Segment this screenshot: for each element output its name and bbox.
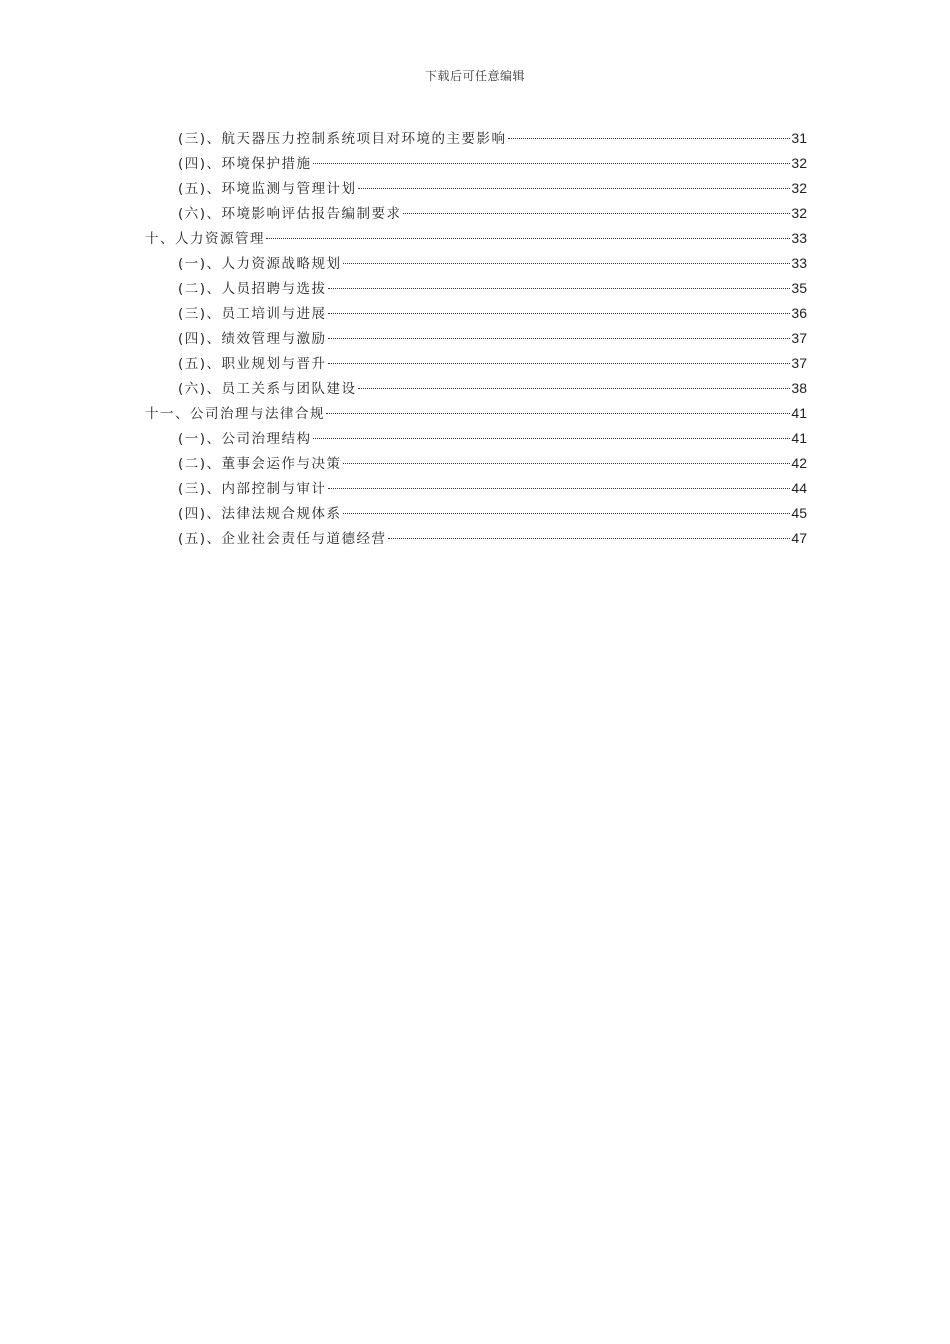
toc-entry-label: (三)、内部控制与审计 — [178, 481, 327, 497]
toc-entry[interactable] — [145, 201, 807, 226]
dot-leader — [266, 237, 790, 239]
dot-leader — [328, 337, 791, 339]
dot-leader — [358, 387, 791, 389]
toc-entry[interactable] — [145, 476, 807, 501]
toc-entry[interactable] — [145, 376, 807, 401]
dot-leader — [326, 412, 790, 414]
page-header: 下载后可任意编辑 — [424, 69, 525, 83]
dot-leader — [343, 262, 791, 264]
toc-entry-label: (五)、职业规划与晋升 — [178, 356, 327, 372]
toc-entry-page: 35 — [791, 280, 807, 296]
toc-entry[interactable] — [145, 276, 807, 301]
dot-leader — [313, 162, 791, 164]
toc-entry-label: 十一、公司治理与法律合规 — [145, 406, 325, 422]
dot-leader — [508, 137, 791, 139]
toc-entry[interactable] — [145, 151, 807, 176]
dot-leader — [328, 287, 791, 289]
dot-leader — [403, 212, 791, 214]
toc-entry-label: (三)、员工培训与进展 — [178, 306, 327, 322]
toc-entry-page: 37 — [791, 355, 807, 371]
toc-entry-page: 41 — [791, 405, 807, 421]
toc-entry-label: (一)、公司治理结构 — [178, 431, 312, 447]
toc-entry[interactable] — [145, 501, 807, 526]
toc-entry[interactable] — [145, 326, 807, 351]
toc-entry-page: 33 — [791, 255, 807, 271]
toc-entry-page: 42 — [791, 455, 807, 471]
toc-entry-page: 36 — [791, 305, 807, 321]
toc-entry[interactable] — [145, 176, 807, 201]
toc-entry-label: 十、人力资源管理 — [145, 231, 265, 247]
toc-entry-page: 38 — [791, 380, 807, 396]
dot-leader — [328, 362, 791, 364]
dot-leader — [388, 537, 791, 539]
table-of-contents — [145, 126, 807, 551]
toc-entry-label: (四)、法律法规合规体系 — [178, 506, 342, 522]
toc-chapter[interactable] — [145, 401, 807, 426]
dot-leader — [358, 187, 791, 189]
toc-entry-label: (四)、绩效管理与激励 — [178, 331, 327, 347]
toc-entry-label: (一)、人力资源战略规划 — [178, 256, 342, 272]
toc-entry-label: (三)、航天器压力控制系统项目对环境的主要影响 — [178, 131, 507, 147]
dot-leader — [313, 437, 791, 439]
toc-entry-page: 33 — [791, 230, 807, 246]
toc-entry[interactable] — [145, 126, 807, 151]
toc-entry[interactable] — [145, 426, 807, 451]
toc-entry-page: 41 — [791, 430, 807, 446]
toc-entry[interactable] — [145, 301, 807, 326]
toc-entry-page: 32 — [791, 180, 807, 196]
toc-chapter[interactable] — [145, 226, 807, 251]
toc-entry-label: (二)、人员招聘与选拔 — [178, 281, 327, 297]
dot-leader — [328, 312, 791, 314]
toc-entry-label: (五)、企业社会责任与道德经营 — [178, 531, 387, 547]
toc-entry-label: (六)、环境影响评估报告编制要求 — [178, 206, 402, 222]
toc-entry-label: (四)、环境保护措施 — [178, 156, 312, 172]
toc-entry-page: 32 — [791, 155, 807, 171]
toc-entry[interactable] — [145, 351, 807, 376]
dot-leader — [343, 462, 791, 464]
toc-entry-page: 32 — [791, 205, 807, 221]
toc-entry-page: 44 — [791, 480, 807, 496]
toc-entry-page: 45 — [791, 505, 807, 521]
dot-leader — [328, 487, 791, 489]
toc-entry-label: (二)、董事会运作与决策 — [178, 456, 342, 472]
toc-entry-label: (五)、环境监测与管理计划 — [178, 181, 357, 197]
toc-entry-label: (六)、员工关系与团队建设 — [178, 381, 357, 397]
dot-leader — [343, 512, 791, 514]
toc-entry-page: 47 — [791, 530, 807, 546]
toc-entry-page: 37 — [791, 330, 807, 346]
toc-entry-page: 31 — [791, 130, 807, 146]
toc-entry[interactable] — [145, 526, 807, 551]
toc-entry[interactable] — [145, 451, 807, 476]
toc-entry[interactable] — [145, 251, 807, 276]
